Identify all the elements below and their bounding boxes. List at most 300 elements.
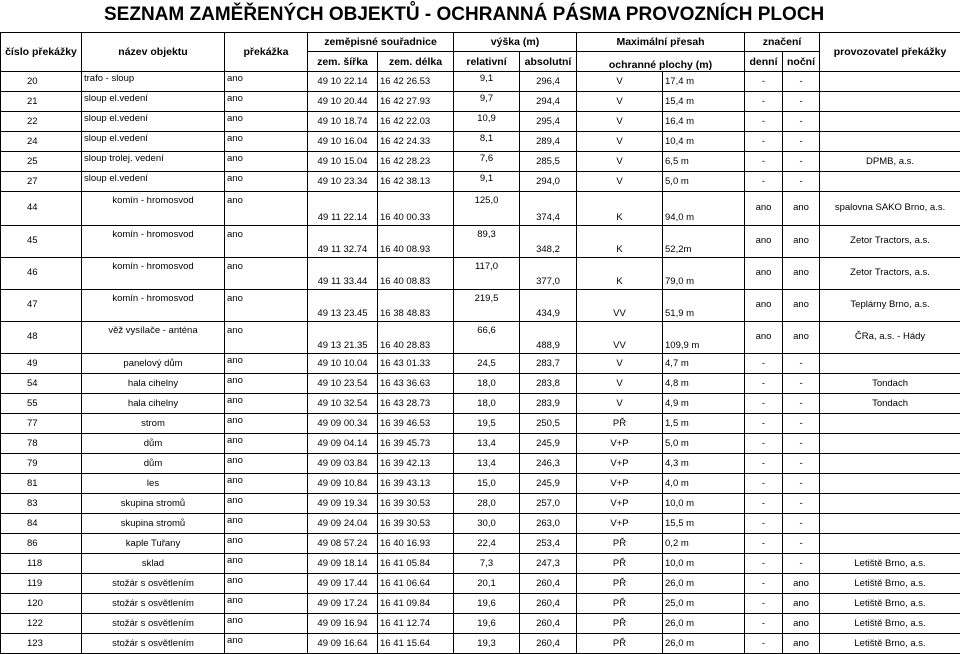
obstacle-flag: ano xyxy=(225,394,308,414)
obstacle-number: 55 xyxy=(1,394,82,414)
operator-name xyxy=(820,514,960,534)
latitude: 49 10 20.44 xyxy=(308,92,378,112)
protection-plane: PŘ xyxy=(577,534,663,554)
absolute-height: 374,4 xyxy=(520,192,577,226)
operator-name: ČRa, a.s. - Hády xyxy=(820,322,960,354)
table-row xyxy=(1,534,960,554)
latitude: 49 13 21.35 xyxy=(308,322,378,354)
protection-plane: V xyxy=(577,152,663,172)
operator-name: Zetor Tractors, a.s. xyxy=(820,258,960,290)
longitude: 16 41 06.64 xyxy=(378,574,454,594)
latitude: 49 09 16.94 xyxy=(308,614,378,634)
relative-height: 219,5 xyxy=(454,290,520,322)
night-marking: - xyxy=(783,112,820,132)
longitude: 16 40 16.93 xyxy=(378,534,454,554)
day-marking: ano xyxy=(745,258,783,290)
object-name: trafo - sloup xyxy=(82,72,225,92)
operator-name xyxy=(820,434,960,454)
longitude: 16 39 30.53 xyxy=(378,494,454,514)
protection-plane: V+P xyxy=(577,474,663,494)
header-absolute: absolutní xyxy=(520,52,577,72)
day-marking: - xyxy=(745,152,783,172)
relative-height: 15,0 xyxy=(454,474,520,494)
obstacle-flag: ano xyxy=(225,474,308,494)
longitude: 16 40 00.33 xyxy=(378,192,454,226)
night-marking: ano xyxy=(783,192,820,226)
night-marking: - xyxy=(783,92,820,112)
day-marking: - xyxy=(745,172,783,192)
header-protection-planes: ochranné plochy (m) xyxy=(577,52,745,72)
obstacle-flag: ano xyxy=(225,132,308,152)
protection-plane: V xyxy=(577,172,663,192)
obstacle-number: 22 xyxy=(1,112,82,132)
object-name: hala cihelny xyxy=(82,374,225,394)
longitude: 16 41 12.74 xyxy=(378,614,454,634)
relative-height: 7,6 xyxy=(454,152,520,172)
object-name: sloup el.vedení xyxy=(82,112,225,132)
longitude: 16 40 08.83 xyxy=(378,258,454,290)
absolute-height: 250,5 xyxy=(520,414,577,434)
night-marking: - xyxy=(783,534,820,554)
latitude: 49 09 17.24 xyxy=(308,594,378,614)
overrun-distance: 0,2 m xyxy=(663,534,745,554)
night-marking: - xyxy=(783,494,820,514)
obstacle-number: 123 xyxy=(1,634,82,654)
protection-plane: V xyxy=(577,394,663,414)
relative-height: 9,7 xyxy=(454,92,520,112)
absolute-height: 257,0 xyxy=(520,494,577,514)
operator-name xyxy=(820,414,960,434)
object-name: sklad xyxy=(82,554,225,574)
obstacle-flag: ano xyxy=(225,152,308,172)
longitude: 16 41 05.84 xyxy=(378,554,454,574)
protection-plane: VV xyxy=(577,322,663,354)
object-name: skupina stromů xyxy=(82,494,225,514)
obstacle-flag: ano xyxy=(225,494,308,514)
latitude: 49 09 17.44 xyxy=(308,574,378,594)
operator-name: Zetor Tractors, a.s. xyxy=(820,226,960,258)
longitude: 16 39 46.53 xyxy=(378,414,454,434)
obstacle-flag: ano xyxy=(225,72,308,92)
longitude: 16 41 09.84 xyxy=(378,594,454,614)
longitude: 16 40 08.93 xyxy=(378,226,454,258)
overrun-distance: 4,0 m xyxy=(663,474,745,494)
latitude: 49 10 22.14 xyxy=(308,72,378,92)
protection-plane: K xyxy=(577,258,663,290)
relative-height: 13,4 xyxy=(454,454,520,474)
relative-height: 19,5 xyxy=(454,414,520,434)
relative-height: 9,1 xyxy=(454,72,520,92)
latitude: 49 09 24.04 xyxy=(308,514,378,534)
relative-height: 7,3 xyxy=(454,554,520,574)
table-row xyxy=(1,374,960,394)
object-name: stožár s osvětlením xyxy=(82,614,225,634)
operator-name: Letiště Brno, a.s. xyxy=(820,614,960,634)
relative-height: 66,6 xyxy=(454,322,520,354)
latitude: 49 10 16.04 xyxy=(308,132,378,152)
table-row xyxy=(1,290,960,322)
obstacle-number: 47 xyxy=(1,290,82,322)
latitude: 49 13 23.45 xyxy=(308,290,378,322)
relative-height: 10,9 xyxy=(454,112,520,132)
obstacle-flag: ano xyxy=(225,172,308,192)
header-day: denní xyxy=(745,52,783,72)
latitude: 49 09 10.84 xyxy=(308,474,378,494)
protection-plane: V xyxy=(577,132,663,152)
longitude: 16 42 26.53 xyxy=(378,72,454,92)
obstacle-number: 122 xyxy=(1,614,82,634)
relative-height: 22,4 xyxy=(454,534,520,554)
night-marking: - xyxy=(783,554,820,574)
object-name: věž vysílače - anténa xyxy=(82,322,225,354)
relative-height: 24,5 xyxy=(454,354,520,374)
obstacle-flag: ano xyxy=(225,594,308,614)
absolute-height: 260,4 xyxy=(520,594,577,614)
obstacle-flag: ano xyxy=(225,554,308,574)
obstacle-flag: ano xyxy=(225,290,308,322)
day-marking: - xyxy=(745,454,783,474)
protection-plane: PŘ xyxy=(577,574,663,594)
header-obstacle-number: číslo překážky xyxy=(1,33,82,72)
object-name: komín - hromosvod xyxy=(82,290,225,322)
longitude: 16 39 43.13 xyxy=(378,474,454,494)
latitude: 49 11 33.44 xyxy=(308,258,378,290)
absolute-height: 245,9 xyxy=(520,434,577,454)
table-row xyxy=(1,454,960,474)
object-name: dům xyxy=(82,434,225,454)
operator-name: Letiště Brno, a.s. xyxy=(820,594,960,614)
night-marking: ano xyxy=(783,322,820,354)
operator-name: Letiště Brno, a.s. xyxy=(820,574,960,594)
absolute-height: 296,4 xyxy=(520,72,577,92)
table-row xyxy=(1,494,960,514)
table-row xyxy=(1,554,960,574)
day-marking: - xyxy=(745,354,783,374)
absolute-height: 283,9 xyxy=(520,394,577,414)
night-marking: ano xyxy=(783,258,820,290)
relative-height: 20,1 xyxy=(454,574,520,594)
obstacle-flag: ano xyxy=(225,92,308,112)
protection-plane: PŘ xyxy=(577,614,663,634)
obstacle-flag: ano xyxy=(225,534,308,554)
day-marking: - xyxy=(745,72,783,92)
latitude: 49 08 57.24 xyxy=(308,534,378,554)
absolute-height: 294,0 xyxy=(520,172,577,192)
table-row xyxy=(1,394,960,414)
table-row xyxy=(1,132,960,152)
overrun-distance: 26,0 m xyxy=(663,634,745,654)
table-row xyxy=(1,354,960,374)
overrun-distance: 79,0 m xyxy=(663,258,745,290)
document-title: SEZNAM ZAMĚŘENÝCH OBJEKTŮ - OCHRANNÁ PÁSMA PROVOZNÍCH PLOCH xyxy=(104,4,894,26)
table-row xyxy=(1,226,960,258)
obstacle-number: 44 xyxy=(1,192,82,226)
night-marking: ano xyxy=(783,634,820,654)
latitude: 49 11 32.74 xyxy=(308,226,378,258)
obstacle-flag: ano xyxy=(225,354,308,374)
overrun-distance: 26,0 m xyxy=(663,614,745,634)
night-marking: - xyxy=(783,434,820,454)
day-marking: - xyxy=(745,132,783,152)
table-row xyxy=(1,594,960,614)
relative-height: 13,4 xyxy=(454,434,520,454)
longitude: 16 42 22.03 xyxy=(378,112,454,132)
object-name: stožár s osvětlením xyxy=(82,594,225,614)
overrun-distance: 15,4 m xyxy=(663,92,745,112)
relative-height: 117,0 xyxy=(454,258,520,290)
table-row xyxy=(1,634,960,654)
day-marking: - xyxy=(745,534,783,554)
overrun-distance: 4,7 m xyxy=(663,354,745,374)
obstacle-number: 25 xyxy=(1,152,82,172)
day-marking: - xyxy=(745,394,783,414)
absolute-height: 434,9 xyxy=(520,290,577,322)
obstacle-number: 120 xyxy=(1,594,82,614)
day-marking: - xyxy=(745,414,783,434)
obstacle-number: 119 xyxy=(1,574,82,594)
protection-plane: PŘ xyxy=(577,414,663,434)
night-marking: - xyxy=(783,474,820,494)
day-marking: ano xyxy=(745,226,783,258)
object-name: stožár s osvětlením xyxy=(82,634,225,654)
absolute-height: 260,4 xyxy=(520,634,577,654)
overrun-distance: 15,5 m xyxy=(663,514,745,534)
night-marking: - xyxy=(783,454,820,474)
object-name: komín - hromosvod xyxy=(82,192,225,226)
table-row xyxy=(1,172,960,192)
header-coordinates: zeměpisné souřadnice xyxy=(308,33,454,52)
table-row xyxy=(1,72,960,92)
protection-plane: PŘ xyxy=(577,634,663,654)
object-name: skupina stromů xyxy=(82,514,225,534)
obstacle-flag: ano xyxy=(225,226,308,258)
latitude: 49 11 22.14 xyxy=(308,192,378,226)
obstacle-number: 81 xyxy=(1,474,82,494)
night-marking: ano xyxy=(783,614,820,634)
relative-height: 19,6 xyxy=(454,594,520,614)
operator-name xyxy=(820,112,960,132)
night-marking: - xyxy=(783,354,820,374)
longitude: 16 43 36.63 xyxy=(378,374,454,394)
obstacle-number: 78 xyxy=(1,434,82,454)
relative-height: 28,0 xyxy=(454,494,520,514)
night-marking: - xyxy=(783,414,820,434)
longitude: 16 39 45.73 xyxy=(378,434,454,454)
protection-plane: V+P xyxy=(577,434,663,454)
relative-height: 9,1 xyxy=(454,172,520,192)
header-operator: provozovatel překážky xyxy=(820,33,960,72)
operator-name: Tondach xyxy=(820,374,960,394)
obstacle-number: 77 xyxy=(1,414,82,434)
day-marking: ano xyxy=(745,192,783,226)
overrun-distance: 10,4 m xyxy=(663,132,745,152)
overrun-distance: 17,4 m xyxy=(663,72,745,92)
table-row xyxy=(1,192,960,226)
longitude: 16 42 28.23 xyxy=(378,152,454,172)
operator-name: Teplárny Brno, a.s. xyxy=(820,290,960,322)
night-marking: ano xyxy=(783,226,820,258)
longitude: 16 42 38.13 xyxy=(378,172,454,192)
latitude: 49 09 19.34 xyxy=(308,494,378,514)
object-name: stožár s osvětlením xyxy=(82,574,225,594)
longitude: 16 43 01.33 xyxy=(378,354,454,374)
overrun-distance: 16,4 m xyxy=(663,112,745,132)
protection-plane: V+P xyxy=(577,454,663,474)
overrun-distance: 5,0 m xyxy=(663,434,745,454)
absolute-height: 260,4 xyxy=(520,574,577,594)
longitude: 16 38 48.83 xyxy=(378,290,454,322)
operator-name xyxy=(820,474,960,494)
protection-plane: K xyxy=(577,192,663,226)
header-night: noční xyxy=(783,52,820,72)
object-name: komín - hromosvod xyxy=(82,258,225,290)
overrun-distance: 4,9 m xyxy=(663,394,745,414)
day-marking: - xyxy=(745,514,783,534)
object-name: komín - hromosvod xyxy=(82,226,225,258)
operator-name: Tondach xyxy=(820,394,960,414)
longitude: 16 40 28.83 xyxy=(378,322,454,354)
table-row xyxy=(1,92,960,112)
protection-plane: VV xyxy=(577,290,663,322)
overrun-distance: 4,3 m xyxy=(663,454,745,474)
obstacle-number: 54 xyxy=(1,374,82,394)
object-name: panelový dům xyxy=(82,354,225,374)
day-marking: - xyxy=(745,112,783,132)
latitude: 49 10 10.04 xyxy=(308,354,378,374)
table-row xyxy=(1,112,960,132)
absolute-height: 294,4 xyxy=(520,92,577,112)
latitude: 49 10 32.54 xyxy=(308,394,378,414)
overrun-distance: 10,0 m xyxy=(663,494,745,514)
header-obstacle: překážka xyxy=(225,33,308,72)
operator-name: Letiště Brno, a.s. xyxy=(820,634,960,654)
obstacle-flag: ano xyxy=(225,574,308,594)
absolute-height: 245,9 xyxy=(520,474,577,494)
obstacle-flag: ano xyxy=(225,634,308,654)
protection-plane: V+P xyxy=(577,514,663,534)
operator-name: Letiště Brno, a.s. xyxy=(820,554,960,574)
day-marking: - xyxy=(745,634,783,654)
absolute-height: 488,9 xyxy=(520,322,577,354)
day-marking: - xyxy=(745,92,783,112)
operator-name xyxy=(820,132,960,152)
longitude: 16 42 27.93 xyxy=(378,92,454,112)
object-name: kaple Tuřany xyxy=(82,534,225,554)
absolute-height: 247,3 xyxy=(520,554,577,574)
longitude: 16 41 15.64 xyxy=(378,634,454,654)
obstacle-number: 79 xyxy=(1,454,82,474)
day-marking: - xyxy=(745,434,783,454)
table-header xyxy=(1,33,960,72)
table-row xyxy=(1,434,960,454)
absolute-height: 283,7 xyxy=(520,354,577,374)
obstacle-flag: ano xyxy=(225,374,308,394)
table-row xyxy=(1,414,960,434)
absolute-height: 348,2 xyxy=(520,226,577,258)
operator-name xyxy=(820,454,960,474)
operator-name xyxy=(820,92,960,112)
obstacle-flag: ano xyxy=(225,322,308,354)
overrun-distance: 1,5 m xyxy=(663,414,745,434)
latitude: 49 09 04.14 xyxy=(308,434,378,454)
absolute-height: 285,5 xyxy=(520,152,577,172)
protection-plane: V xyxy=(577,354,663,374)
night-marking: ano xyxy=(783,594,820,614)
object-name: sloup el.vedení xyxy=(82,172,225,192)
night-marking: - xyxy=(783,152,820,172)
day-marking: - xyxy=(745,614,783,634)
protection-plane: PŘ xyxy=(577,594,663,614)
overrun-distance: 52,2m xyxy=(663,226,745,258)
obstacle-number: 46 xyxy=(1,258,82,290)
operator-name xyxy=(820,72,960,92)
day-marking: - xyxy=(745,574,783,594)
relative-height: 30,0 xyxy=(454,514,520,534)
night-marking: - xyxy=(783,374,820,394)
table-row xyxy=(1,258,960,290)
obstacle-number: 45 xyxy=(1,226,82,258)
overrun-distance: 25,0 m xyxy=(663,594,745,614)
absolute-height: 289,4 xyxy=(520,132,577,152)
latitude: 49 09 16.64 xyxy=(308,634,378,654)
absolute-height: 377,0 xyxy=(520,258,577,290)
operator-name: DPMB, a.s. xyxy=(820,152,960,172)
protection-plane: V xyxy=(577,112,663,132)
obstacle-flag: ano xyxy=(225,112,308,132)
obstacle-flag: ano xyxy=(225,258,308,290)
operator-name xyxy=(820,354,960,374)
night-marking: - xyxy=(783,514,820,534)
protection-plane: PŘ xyxy=(577,554,663,574)
absolute-height: 283,8 xyxy=(520,374,577,394)
protection-plane: V xyxy=(577,72,663,92)
operator-name: spalovna SAKO Brno, a.s. xyxy=(820,192,960,226)
overrun-distance: 94,0 m xyxy=(663,192,745,226)
obstacle-flag: ano xyxy=(225,514,308,534)
night-marking: - xyxy=(783,132,820,152)
day-marking: - xyxy=(745,474,783,494)
table-body xyxy=(1,72,960,654)
relative-height: 89,3 xyxy=(454,226,520,258)
header-longitude: zem. délka xyxy=(378,52,454,72)
absolute-height: 246,3 xyxy=(520,454,577,474)
overrun-distance: 109,9 m xyxy=(663,322,745,354)
object-name: les xyxy=(82,474,225,494)
obstacle-number: 24 xyxy=(1,132,82,152)
absolute-height: 295,4 xyxy=(520,112,577,132)
header-object-name: název objektu xyxy=(82,33,225,72)
overrun-distance: 10,0 m xyxy=(663,554,745,574)
night-marking: ano xyxy=(783,290,820,322)
absolute-height: 263,0 xyxy=(520,514,577,534)
header-max-overrun: Maximální přesah xyxy=(577,33,745,52)
header-height: výška (m) xyxy=(454,33,577,52)
overrun-distance: 4,8 m xyxy=(663,374,745,394)
latitude: 49 10 18.74 xyxy=(308,112,378,132)
obstacle-number: 48 xyxy=(1,322,82,354)
operator-name xyxy=(820,534,960,554)
table-row xyxy=(1,474,960,494)
day-marking: - xyxy=(745,594,783,614)
obstacle-table xyxy=(0,32,960,654)
protection-plane: V+P xyxy=(577,494,663,514)
table-row xyxy=(1,152,960,172)
table-row xyxy=(1,614,960,634)
day-marking: - xyxy=(745,494,783,514)
relative-height: 19,6 xyxy=(454,614,520,634)
obstacle-number: 20 xyxy=(1,72,82,92)
obstacle-flag: ano xyxy=(225,454,308,474)
